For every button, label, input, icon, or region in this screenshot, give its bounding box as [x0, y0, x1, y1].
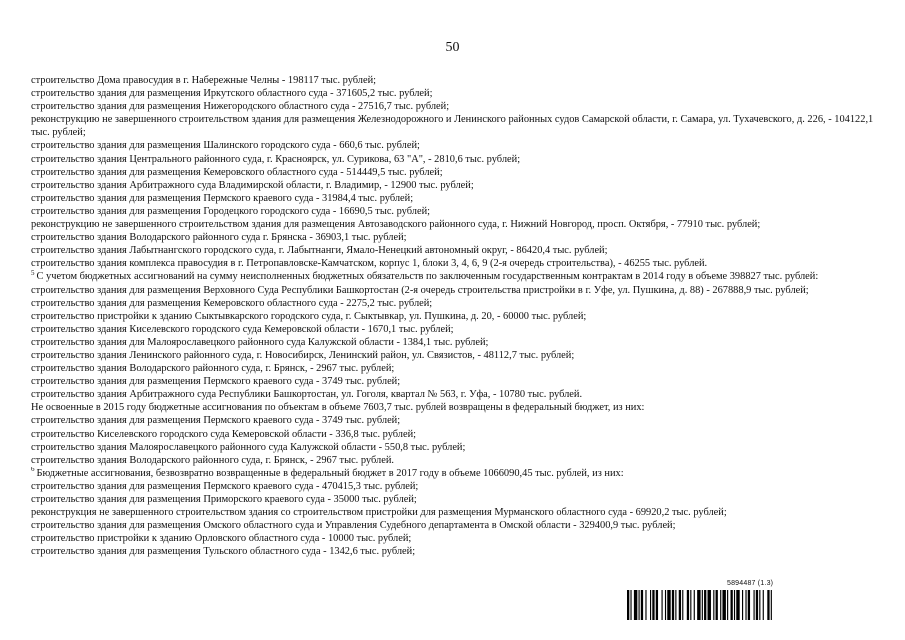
- text-line-content: строительство здания Арбитражного суда Владимирской области, г. Владимир, - 12900 тыс. рублей;: [31, 179, 474, 191]
- text-line-content: строительство здания Ленинского районного суда, г. Новосибирск, Ленинский район, ул. Связистов, - 48112,7 тыс. рублей;: [31, 349, 575, 361]
- text-line-content: строительство здания для размещения Нижегородского областного суда - 27516,7 тыс. рублей;: [31, 101, 450, 113]
- barcode-bar: [682, 590, 683, 620]
- text-line-content: строительство здания Володарского районного суда г. Брянска - 36903,1 тыс. рублей;: [31, 232, 407, 244]
- barcode-bar: [754, 590, 755, 620]
- text-line: [31, 480, 881, 493]
- text-line-content: строительство здания для размещения Пермского краевого суда - 3749 тыс. рублей;: [31, 415, 401, 427]
- barcode-bar: [687, 590, 689, 620]
- text-line-content: строительство здания для размещения Пермского краевого суда - 31984,4 тыс. рублей;: [31, 192, 414, 204]
- text-line: [31, 218, 881, 231]
- text-line-content: строительство здания для размещения Шалинского городского суда - 660,6 тыс. рублей;: [31, 140, 420, 152]
- text-line-content: строительство Дома правосудия в г. Набережные Челны - 198117 тыс. рублей;: [31, 75, 377, 86]
- barcode-bar: [704, 590, 706, 620]
- text-line: [31, 284, 881, 297]
- text-line: [31, 375, 881, 388]
- text-line-content: Бюджетные ассигнования, безвозвратно возвращенные в федеральный бюджет в 2017 году в объеме 1066090,45 тыс. рублей, из них:: [36, 467, 624, 479]
- text-line: [31, 414, 881, 427]
- text-line: [31, 113, 881, 139]
- barcode-bar: [722, 590, 725, 620]
- text-line: [31, 166, 881, 179]
- text-line: [31, 532, 881, 545]
- barcode-bar: [630, 590, 631, 620]
- text-line-content: строительство здания для размещения Кемеровского областного суда - 2275,2 тыс. рублей;: [31, 297, 433, 309]
- text-line: [31, 519, 881, 532]
- text-line-content: строительство здания для размещения Омского областного суда и Управления Судебного департамента в Омской области - 329400,9 тыс. рублей;: [31, 520, 676, 532]
- text-line: [31, 441, 881, 454]
- text-line: [31, 100, 881, 113]
- text-line-content: С учетом бюджетных ассигнований на сумму неисполненных бюджетных обязательств по заключенным государственным контрактам в 2014 году в объеме 398827 тыс. рублей:: [36, 271, 819, 283]
- text-line: [31, 139, 881, 152]
- text-line-content: строительство пристройки к зданию Сыктывкарского городского суда, г. Сыктывкар, ул. Пушкина, д. 20, - 60000 тыс. рублей;: [31, 310, 587, 322]
- barcode-bar: [694, 590, 695, 620]
- barcode-bar: [745, 590, 746, 620]
- barcode-bar: [667, 590, 670, 620]
- barcode-bar: [708, 590, 711, 620]
- text-line-content: реконструкцию не завершенного строительством здания для размещения Автозаводского районного суда, г. Нижний Новгород, просп. Октября, - 77910 тыс. рублей;: [31, 219, 761, 231]
- text-line: [31, 297, 881, 310]
- barcode-bar: [662, 590, 663, 620]
- text-line: [31, 244, 881, 257]
- barcode-bar: [759, 590, 760, 620]
- footnote-mark: 5: [31, 270, 35, 277]
- page-number: 50: [445, 40, 460, 55]
- text-line-content: строительство здания для размещения Приморского краевого суда - 35000 тыс. рублей;: [31, 494, 417, 505]
- text-line: [31, 493, 881, 506]
- barcode-bar: [697, 590, 700, 620]
- text-line-content: строительство здания Лабытнангского городского суда, г. Лабытнанги, Ямало-Ненецкий автономный округ, - 86420,4 тыс. рублей;: [31, 245, 608, 257]
- text-line: [31, 362, 881, 375]
- text-line-content: строительство здания для размещения Городецкого городского суда - 16690,5 тыс. рублей;: [31, 205, 431, 217]
- text-line-content: строительство здания для размещения Кемеровского областного суда - 514449,5 тыс. рублей;: [31, 166, 443, 178]
- text-line: [31, 467, 881, 480]
- barcode-bar: [675, 590, 676, 620]
- barcode-bar: [641, 590, 643, 620]
- barcode-bar: [665, 590, 666, 620]
- barcode-bar: [634, 590, 637, 620]
- text-line-content: строительство здания Малоярославецкого районного суда Калужской области - 550,8 тыс. рублей;: [31, 441, 466, 453]
- text-line-content: строительство здания для размещения Верховного Суда Республики Башкортостан (2-я очередь строительства пристройки в г. Уфе, ул. Пушкина, д. 88) - 267888,9 тыс. рублей;: [31, 284, 809, 296]
- text-line: [31, 310, 881, 323]
- barcode-bar: [756, 590, 758, 620]
- document-body: [31, 74, 881, 558]
- barcode-bar: [731, 590, 733, 620]
- text-line: [31, 349, 881, 362]
- barcode-bar: [702, 590, 703, 620]
- barcode-bar: [734, 590, 735, 620]
- text-line-content: строительство здания для размещения Пермского краевого суда - 470415,3 тыс. рублей;: [31, 480, 419, 492]
- text-line-content: строительство здания Арбитражного суда Республики Башкортостан, ул. Гоголя, квартал № 563, г. Уфа, - 10780 тыс. рублей.: [31, 389, 583, 401]
- footnote-mark: 6: [31, 466, 35, 474]
- barcode-bar: [652, 590, 654, 620]
- text-line: [31, 428, 881, 441]
- text-line-content: строительство пристройки к зданию Орловского областного суда - 10000 тыс. рублей;: [31, 533, 412, 545]
- text-line: [31, 270, 881, 283]
- text-line: [31, 388, 881, 401]
- text-line: [31, 231, 881, 244]
- barcode-bar: [627, 590, 629, 620]
- text-line: [31, 545, 881, 558]
- text-line-content: строительство здания Киселевского городского суда Кемеровской области - 1670,1 тыс. рублей;: [31, 323, 454, 335]
- barcode-bar: [771, 590, 772, 620]
- barcode: [627, 590, 874, 620]
- text-line: [31, 74, 881, 87]
- text-line: [31, 179, 881, 192]
- text-line-content: строительство здания для размещения Иркутского областного суда - 371605,2 тыс. рублей;: [31, 88, 433, 100]
- barcode-bar: [672, 590, 674, 620]
- text-line-content: Не освоенные в 2015 году бюджетные ассигнования по объектам в объеме 7603,7 тыс. рублей возвращены в федеральный бюджет, из них:: [31, 402, 645, 414]
- barcode-bar: [713, 590, 714, 620]
- text-line: [31, 323, 881, 336]
- text-line-content: реконструкция не завершенного строительством здания со строительством пристройки для размещения Мурманского областного суда - 69920,2 тыс. рублей;: [31, 507, 727, 519]
- barcode-bar: [656, 590, 658, 620]
- barcode-bar: [763, 590, 764, 620]
- text-line: [31, 257, 881, 270]
- barcode-bar: [736, 590, 739, 620]
- text-line: [31, 87, 881, 100]
- text-line-content: строительство здания для Малоярославецкого районного суда Калужской области - 1384,1 тыс. рублей;: [31, 336, 489, 348]
- text-line: [31, 454, 881, 467]
- document-code: 5894487 (1.3): [727, 580, 774, 587]
- text-line: [31, 401, 881, 414]
- barcode-bar: [716, 590, 718, 620]
- text-line: [31, 153, 881, 166]
- text-line: [31, 506, 881, 519]
- barcode-bar: [690, 590, 691, 620]
- barcode-bar: [720, 590, 721, 620]
- barcode-bar: [767, 590, 769, 620]
- text-line-content: строительство здания Центрального районного суда, г. Красноярск, ул. Сурикова, 63 "А", - 2810,6 тыс. рублей;: [31, 153, 521, 165]
- text-line-content: реконструкцию не завершенного строительством здания для размещения Железнодорожного и Ленинского районных судов Самарской области, г. Самара, ул. Тухачевского, д. 226, - 104122,1 тыс. рублей;: [31, 114, 874, 139]
- text-line-content: строительство здания для размещения Тульского областного суда - 1342,6 тыс. рублей;: [31, 546, 416, 558]
- text-line-content: строительство здания комплекса правосудия в г. Петропавловске-Камчатском, корпус 1, блоки 3, 4, 6, 9 (2-я очередь строительства), - 46255 тыс. рублей.: [31, 258, 708, 270]
- text-line: [31, 192, 881, 205]
- text-line-content: строительство здания Володарского районного суда, г. Брянск, - 2967 тыс. рублей;: [31, 363, 395, 375]
- text-line-content: строительство здания Володарского районного суда, г. Брянск, - 2967 тыс. рублей.: [31, 454, 394, 466]
- barcode-bar: [748, 590, 750, 620]
- barcode-bar: [727, 590, 728, 620]
- barcode-bar: [679, 590, 681, 620]
- text-line: [31, 336, 881, 349]
- barcode-bar: [645, 590, 646, 620]
- barcode-bar: [639, 590, 640, 620]
- text-line-content: строительство здания для размещения Пермского краевого суда - 3749 тыс. рублей;: [31, 376, 401, 388]
- text-line-content: строительство Киселевского городского суда Кемеровской области - 336,8 тыс. рублей;: [31, 428, 417, 440]
- barcode-bar: [742, 590, 743, 620]
- text-line: [31, 205, 881, 218]
- barcode-bar: [650, 590, 651, 620]
